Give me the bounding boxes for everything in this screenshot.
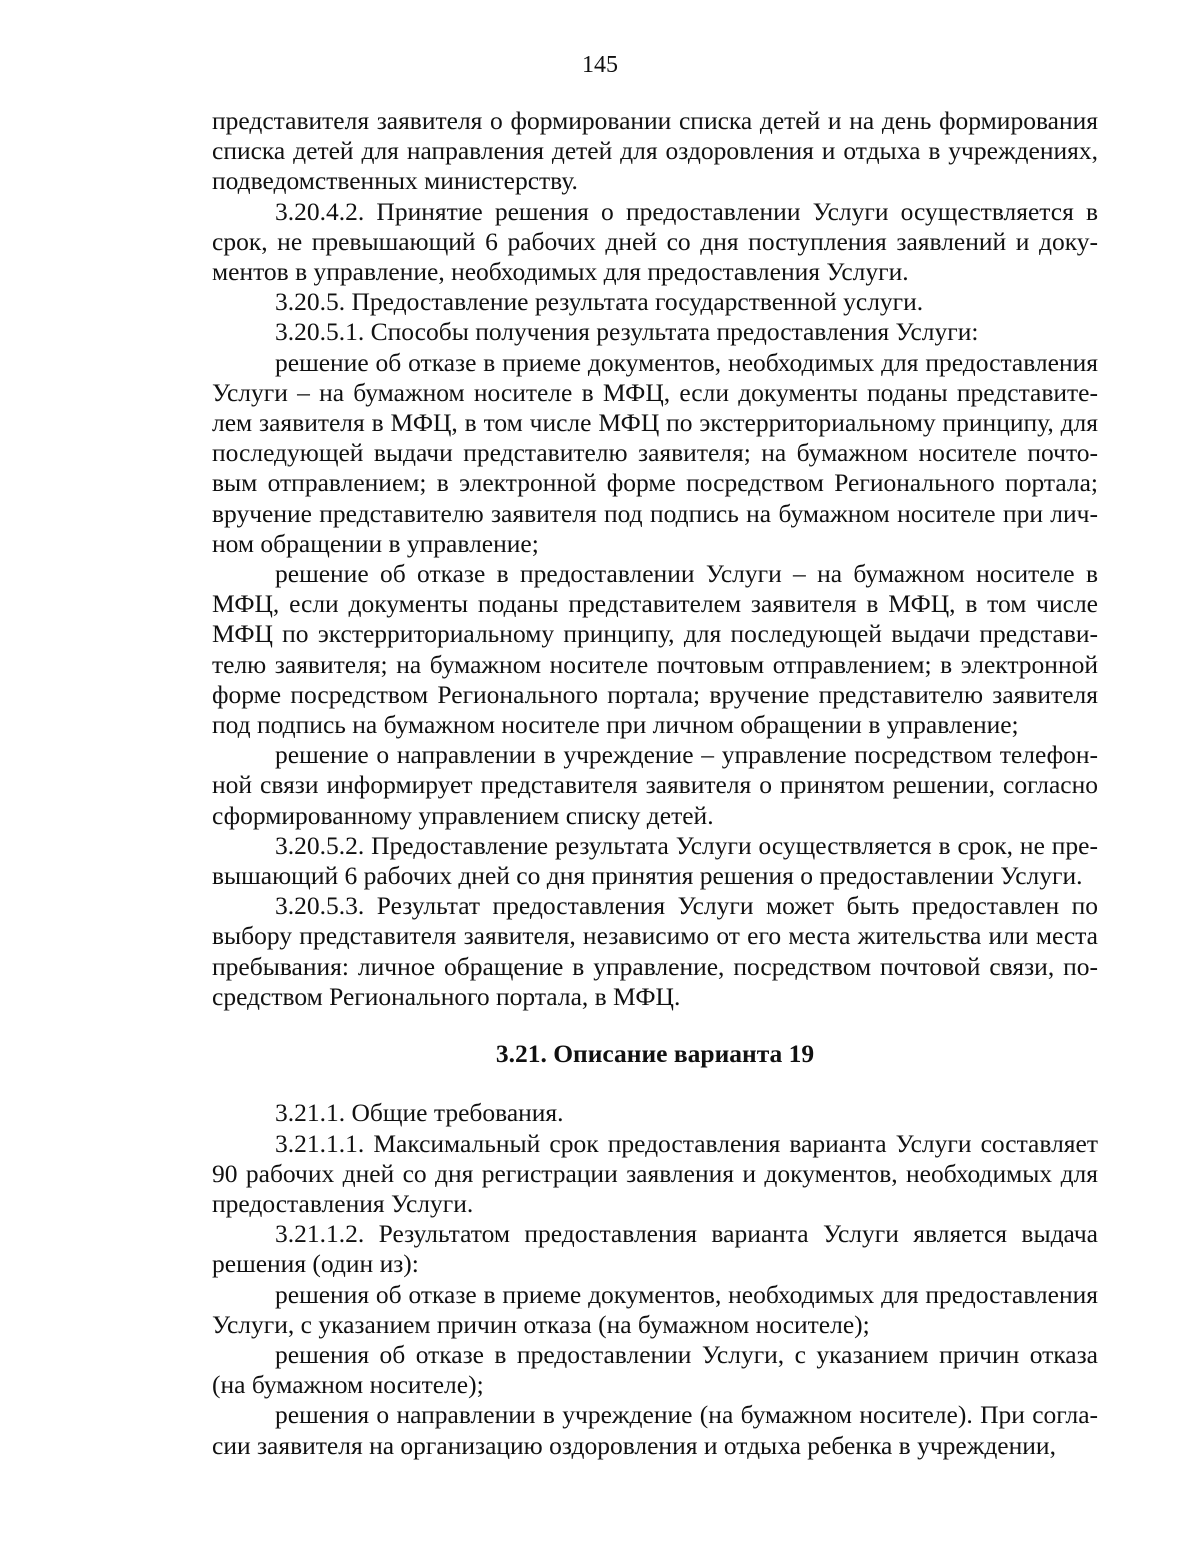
paragraph [212,1280,1098,1340]
text-line: решения об отказе в приеме документов, необходимых для предоставления [275,1279,1098,1309]
document-body [212,106,1098,1461]
text-line: вым отправлением; в электронной форме посредством Регионального портала; [212,468,1098,498]
paragraph [212,740,1098,831]
text-line: представителя заявителя о формировании списка детей и на день формирования [212,106,1098,135]
text-line: выбору представителя заявителя, независимо от его места жительства или места [212,921,1098,951]
text-line: МФЦ по экстерриториальному принципу, для последующей выдачи представи- [212,619,1098,649]
text-line: пребывания: личное обращение в управление, посредством почтовой связи, по- [212,951,1098,981]
paragraph [212,1219,1098,1279]
paragraph [212,106,1098,197]
text-line: ном обращении в управление; [212,528,539,558]
text-line: 3.20.5.2. Предоставление результата Услуги осуществляется в срок, не пре- [275,830,1098,860]
text-line: решения об отказе в предоставлении Услуги, с указанием причин отказа [275,1339,1098,1369]
text-line: (на бумажном носителе); [212,1370,484,1400]
text-line: 3.20.4.2. Принятие решения о предоставлении Услуги осуществляется в [275,196,1098,226]
text-line: под подпись на бумажном носителе при личном обращении в управление; [212,710,1019,740]
text-line: Услуги, с указанием причин отказа (на бумажном носителе); [212,1309,870,1339]
text-line: сформированному управлением списку детей. [212,800,714,830]
paragraph [212,559,1098,740]
text-line: решения (один из): [212,1249,419,1279]
text-line: предоставления Услуги. [212,1188,474,1218]
text-line: вышающий 6 рабочих дней со дня принятия решения о предоставлении Услуги. [212,861,1083,891]
paragraph [212,1400,1098,1460]
paragraph [212,1098,1098,1128]
paragraph [212,348,1098,559]
text-line: 3.21.1.2. Результатом предоставления варианта Услуги является выдача [275,1219,1098,1249]
text-line: 90 рабочих дней со дня регистрации заявления и документов, необходимых для [212,1158,1098,1188]
text-line: решение об отказе в приеме документов, необходимых для предоставления [275,347,1098,377]
text-block-before-heading [212,106,1098,1012]
text-line: Услуги – на бумажном носителе в МФЦ, если документы поданы представите- [212,377,1098,407]
paragraph [212,317,1098,347]
text-line: МФЦ, если документы поданы представителем заявителя в МФЦ, в том числе [212,589,1098,619]
text-line: последующей выдачи представителю заявителя; на бумажном носителе почто- [212,438,1098,468]
text-line: срок, не превышающий 6 рабочих дней со дня поступления заявлений и доку- [212,226,1098,256]
text-line: средством Регионального портала, в МФЦ. [212,981,681,1011]
text-line: вручение представителю заявителя под подпись на бумажном носителе при лич- [212,498,1098,528]
text-line: ной связи информирует представителя заявителя о принятом решении, согласно [212,770,1098,800]
text-line: списка детей для направления детей для оздоровления и отдыха в учреждениях, [212,136,1098,166]
text-block-after-heading [212,1098,1098,1460]
text-line: ментов в управление, необходимых для предоставления Услуги. [212,257,909,287]
page-number: 145 [582,52,618,78]
text-line: лем заявителя в МФЦ, в том числе МФЦ по экстерриториальному принципу, для [212,408,1098,438]
text-line: 3.21.1.1. Максимальный срок предоставления варианта Услуги составляет [275,1128,1098,1158]
text-line: решения о направлении в учреждение (на бумажном носителе). При согла- [275,1400,1098,1430]
paragraph [212,197,1098,288]
text-line: подведомственных министерству. [212,166,578,196]
section-heading: 3.21. Описание варианта 19 [495,1039,815,1069]
text-line: 3.20.5.1. Способы получения результата предоставления Услуги: [275,317,979,347]
paragraph [212,891,1098,1012]
text-line: решение об отказе в предоставлении Услуги – на бумажном носителе в [275,559,1098,589]
paragraph [212,1129,1098,1220]
text-line: форме посредством Регионального портала; вручение представителю заявителя [212,679,1098,709]
text-line: телю заявителя; на бумажном носителе почтовым отправлением; в электронной [212,649,1098,679]
text-line: 3.21.1. Общие требования. [275,1098,564,1128]
paragraph [212,287,1098,317]
text-line: 3.20.5.3. Результат предоставления Услуги может быть предоставлен по [275,891,1098,921]
paragraph [212,1340,1098,1400]
text-line: решение о направлении в учреждение – управление посредством телефон- [275,740,1098,770]
text-line: 3.20.5. Предоставление результата государственной услуги. [275,287,924,317]
text-line: сии заявителя на организацию оздоровления и отдыха ребенка в учреждении, [212,1430,1056,1460]
paragraph [212,831,1098,891]
